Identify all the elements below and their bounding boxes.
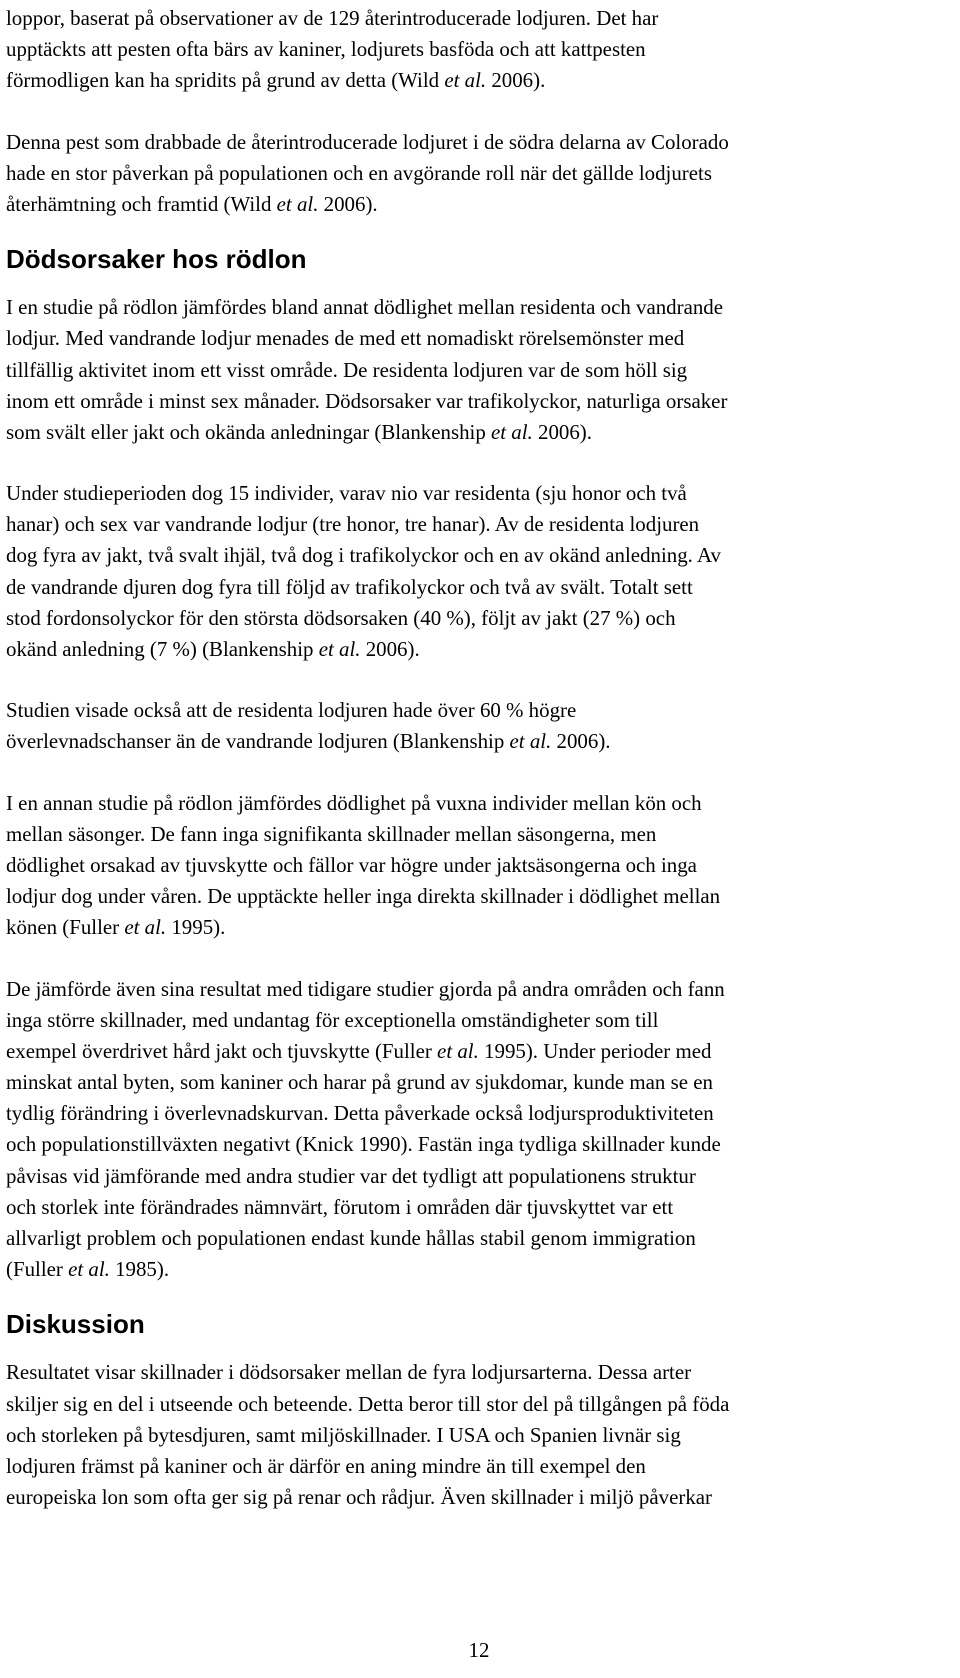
text-segment: 2006). (532, 419, 592, 444)
text-segment: hanar) och sex var vandrande lodjur (tre honor, tre hanar). Av de residenta lodjuren (6, 512, 700, 537)
page-number-text: 12 (468, 1638, 490, 1662)
text-line (6, 323, 946, 354)
text-line (6, 726, 946, 757)
text-segment: 2006). (551, 729, 611, 754)
text-segment: inga större skillnader, med undantag för exceptionella omständigheter som till (6, 1007, 659, 1032)
text-line (6, 1129, 946, 1160)
text-segment: (Fuller (6, 1257, 69, 1282)
text-segment: lodjur dog under våren. De upptäckte heller inga direkta skillnader i dödlighet mellan (6, 884, 721, 909)
text-line (6, 1389, 946, 1420)
text-line (6, 1223, 946, 1254)
text-line (6, 478, 946, 509)
paragraph (6, 478, 946, 665)
italic-text: et al. (509, 729, 552, 754)
text-segment: överlevnadschanser än de vandrande lodjuren (Blankenship (6, 729, 510, 754)
text-segment: 1985). (109, 1257, 170, 1282)
paragraph (6, 788, 946, 944)
text-segment: påvisas vid jämförande med andra studier var det tydligt att populationens struktur (6, 1163, 696, 1188)
text-line (6, 1067, 946, 1098)
text-line (6, 1254, 946, 1285)
text-segment: loppor, baserat på observationer av de 129 återintroducerade lodjuren. Det har (6, 6, 659, 30)
text-line (6, 1005, 946, 1036)
paragraph (6, 974, 946, 1286)
text-line (6, 1420, 946, 1451)
text-segment: förmodligen kan ha spridits på grund av detta (Wild (6, 68, 445, 93)
text-line (6, 603, 946, 634)
text-segment: europeiska lon som ofta ger sig på renar och rådjur. Även skillnader i miljö påverkar (6, 1485, 712, 1510)
text-segment: lodjuren främst på kaniner och är därför en aning mindre än till exempel den (6, 1453, 646, 1478)
paragraph (6, 3, 946, 97)
paragraph (6, 127, 946, 221)
italic-text: et al. (68, 1257, 110, 1282)
text-line (6, 850, 946, 881)
text-segment: dog fyra av jakt, två svalt ihjäl, två dog i trafikolyckor och en av okänd anledning. Av (6, 543, 721, 568)
text-segment: exempel överdrivet hård jakt och tjuvskytte (Fuller (6, 1038, 438, 1063)
text-line (6, 189, 946, 220)
text-segment: 2006). (318, 191, 378, 216)
text-line (6, 3, 946, 34)
text-segment: I en studie på rödlon jämfördes bland annat dödlighet mellan residenta och vandrande (6, 295, 724, 320)
text-line (6, 1098, 946, 1129)
text-line (6, 1036, 946, 1067)
page-content (6, 0, 946, 1513)
text-line (6, 974, 946, 1005)
text-segment: 2006). (486, 68, 546, 93)
paragraph (6, 695, 946, 757)
text-segment: I en annan studie på rödlon jämfördes dödlighet på vuxna individer mellan kön och (6, 790, 702, 815)
text-line (6, 1192, 946, 1223)
text-segment: Denna pest som drabbade de återintroducerade lodjuret i de södra delarna av Colorado (6, 129, 729, 154)
text-line (6, 292, 946, 323)
section-heading-dodsorsaker: Dödsorsaker hos rödlon (6, 244, 307, 275)
italic-text: et al. (444, 68, 487, 93)
italic-text: et al. (318, 637, 361, 661)
text-segment: könen (Fuller (6, 915, 125, 940)
text-line (6, 788, 946, 819)
italic-text: et al. (437, 1038, 479, 1063)
text-segment: mellan säsonger. De fann inga signifikanta skillnader mellan säsongerna, men (6, 821, 657, 846)
text-segment: Under studieperioden dog 15 individer, varav nio var residenta (sju honor och två (6, 481, 687, 506)
text-segment: och populationstillväxten negativt (Knick 1990). Fastän inga tydliga skillnader kunde (6, 1132, 721, 1157)
text-line (6, 1482, 946, 1513)
text-segment: Resultatet visar skillnader i dödsorsaker mellan de fyra lodjursarterna. Dessa arter (6, 1360, 692, 1385)
text-segment: och storleken på bytesdjuren, samt miljöskillnader. I USA och Spanien livnär sig (6, 1422, 681, 1447)
text-line (6, 65, 946, 96)
text-line (6, 881, 946, 912)
text-line (6, 634, 946, 665)
text-segment: 2006). (360, 637, 420, 661)
text-line (6, 540, 946, 571)
italic-text: et al. (491, 419, 533, 444)
text-segment: tydlig förändring i överlevnadskurvan. Detta påverkade också lodjursproduktiviteten (6, 1101, 714, 1126)
text-segment: hade en stor påverkan på populationen och en avgörande roll när det gällde lodjurets (6, 160, 712, 185)
text-segment: och storlek inte förändrades nämnvärt, förutom i områden där tjuvskyttet var ett (6, 1194, 674, 1219)
text-segment: skiljer sig en del i utseende och beteende. Detta beror till stor del på tillgången på föda (6, 1391, 730, 1416)
text-line (6, 509, 946, 540)
italic-text: et al. (124, 915, 167, 940)
text-segment: inom ett område i minst sex månader. Dödsorsaker var trafikolyckor, naturliga orsaker (6, 388, 728, 413)
text-segment: minskat antal byten, som kaniner och harar på grund av sjukdomar, kunde man se en (6, 1070, 713, 1095)
text-segment: okänd anledning (7 %) (Blankenship (6, 637, 319, 661)
text-line (6, 127, 946, 158)
text-line (6, 1161, 946, 1192)
paragraph (6, 292, 946, 448)
section-heading-diskussion: Diskussion (6, 1309, 145, 1340)
text-segment: allvarligt problem och populationen endast kunde hållas stabil genom immigration (6, 1226, 696, 1250)
text-line (6, 417, 946, 448)
text-segment: återhämtning och framtid (Wild (6, 191, 277, 216)
text-line (6, 912, 946, 943)
text-segment: 1995). (166, 915, 226, 940)
text-line (6, 819, 946, 850)
text-line (6, 355, 946, 386)
text-segment: tillfällig aktivitet inom ett visst område. De residenta lodjuren var de som höll sig (6, 357, 688, 382)
text-segment: dödlighet orsakad av tjuvskytte och fällor var högre under jaktsäsongerna och inga (6, 852, 697, 877)
italic-text: et al. (276, 191, 319, 216)
text-line (6, 34, 946, 65)
text-segment: lodjur. Med vandrande lodjur menades de med ett nomadiskt rörelsemönster med (6, 326, 685, 351)
paragraph (6, 1357, 946, 1513)
text-line (6, 386, 946, 417)
text-line (6, 695, 946, 726)
text-segment: De jämförde även sina resultat med tidigare studier gjorda på andra områden och fann (6, 976, 725, 1001)
page-number (0, 1636, 960, 1664)
text-line (6, 1357, 946, 1388)
text-segment: 1995). Under perioder med (478, 1038, 712, 1063)
text-segment: Studien visade också att de residenta lodjuren hade över 60 % högre (6, 698, 577, 723)
text-segment: de vandrande djuren dog fyra till följd av trafikolyckor och två av svält. Totalt sett (6, 574, 693, 599)
text-segment: som svält eller jakt och okända anledningar (Blankenship (6, 419, 491, 444)
text-segment: upptäckts att pesten ofta bärs av kaniner, lodjurets basföda och att kattpesten (6, 37, 646, 62)
text-segment: stod fordonsolyckor för den största dödsorsaken (40 %), följt av jakt (27 %) och (6, 605, 676, 630)
text-line (6, 572, 946, 603)
text-line (6, 1451, 946, 1482)
text-line (6, 158, 946, 189)
